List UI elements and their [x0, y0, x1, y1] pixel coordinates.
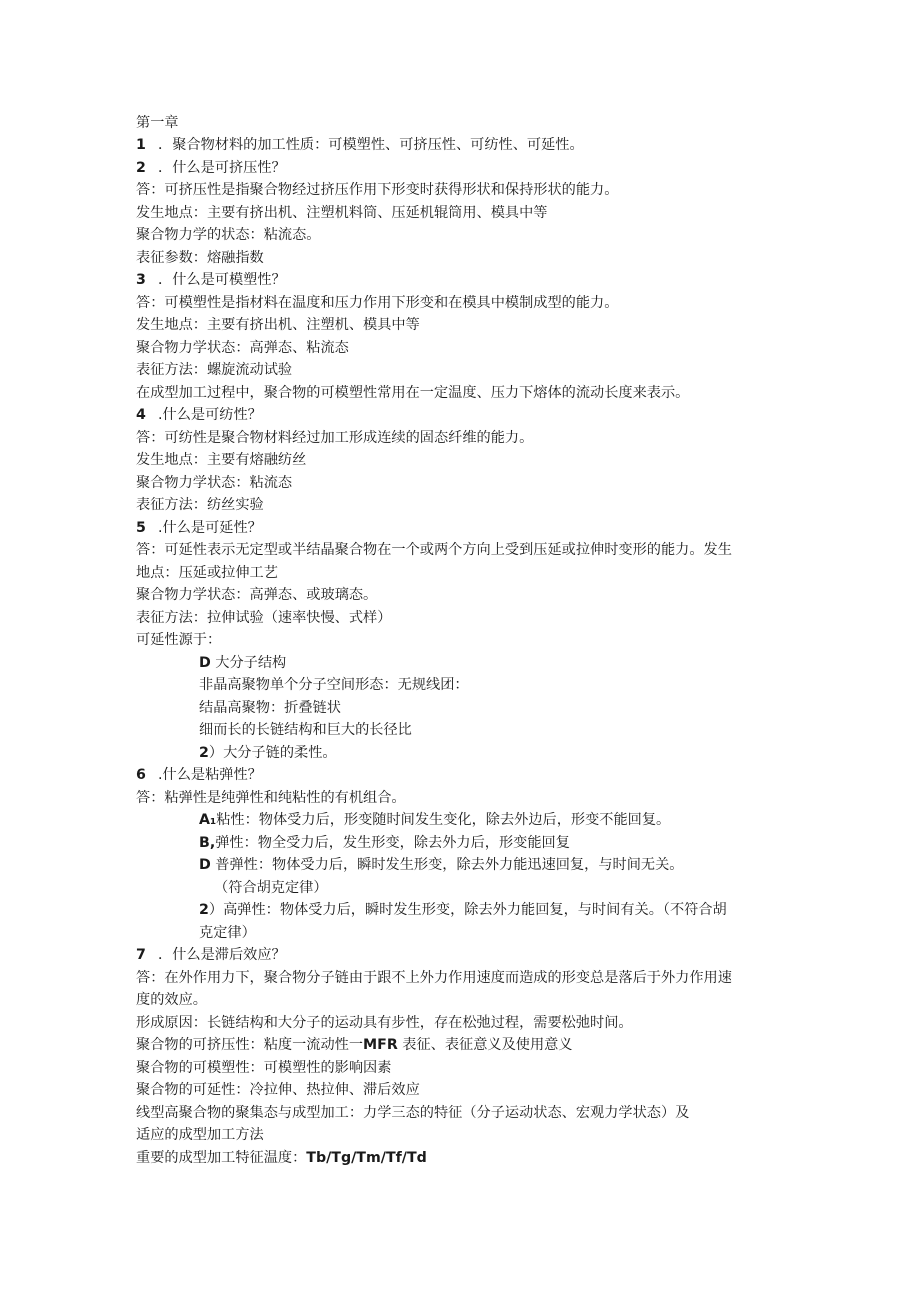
line-text: ．什么是滞后效应？ — [158, 947, 286, 963]
text-line: 聚合物的可延性：冷拉伸、热拉伸、滞后效应 — [136, 1082, 420, 1098]
item-number: 4 — [136, 407, 146, 423]
text-line: 形成原因：长链结构和大分子的运动具有步性，存在松弛过程，需要松弛时间。 — [136, 1015, 633, 1031]
text-line: 可延性源于： — [136, 632, 222, 648]
text-line — [136, 1035, 573, 1055]
answer-line: 答：可模塑性是指材料在温度和压力作用下形变和在模具中模制成型的能力。 — [136, 295, 619, 311]
text-line: 适应的成型加工方法 — [136, 1127, 264, 1143]
line-text: 聚合物的可挤压性：粘度一流动性一 — [136, 1037, 364, 1053]
line-text: ．聚合物材料的加工性质：可模塑性、可挤压性、可纺性、可延性。 — [158, 137, 584, 153]
sub-item-marker: D — [199, 655, 211, 671]
sub-item — [199, 900, 727, 920]
text-line: 聚合物力学状态：高弹态、粘流态 — [136, 340, 349, 356]
item-number: 3 — [136, 272, 146, 288]
item-number: 5 — [136, 520, 146, 536]
answer-line: 答：可挤压性是指聚合物经过挤压作用下形变时获得形状和保持形状的能力。 — [136, 182, 619, 198]
line-text: 表征、表征意义及使用意义 — [402, 1037, 573, 1053]
line-text: 弹性：物全受力后，发生形变，除去外力后，形变能回复 — [215, 835, 570, 851]
sub-item-marker: 2 — [199, 902, 209, 918]
text-line: 表征方法：拉伸试验（速率快慢、式样） — [136, 610, 392, 626]
text-line: 表征方法：螺旋流动试验 — [136, 362, 293, 378]
sub-item-marker: D — [199, 857, 211, 873]
sub-item-marker: A₁ — [199, 812, 217, 828]
sub-item-marker: B, — [199, 835, 216, 851]
text-line: 聚合物力学状态：高弹态、或玻璃态。 — [136, 587, 378, 603]
item-number: 7 — [136, 947, 146, 963]
line-text: ．什么是可模塑性？ — [158, 272, 286, 288]
text-line: 表征参数：熔融指数 — [136, 250, 264, 266]
text-line: 聚合物力学的状态：粘流态。 — [136, 227, 321, 243]
text-line: 发生地点：主要有熔融纺丝 — [136, 452, 307, 468]
answer-line: 答：可纺性是聚合物材料经过加工形成连续的固态纤维的能力。 — [136, 430, 534, 446]
item-number: 1 — [136, 137, 146, 153]
line-text: ）高弹性：物体受力后，瞬时发生形变，除去外力能回复，与时间有关。（不符合胡 — [208, 902, 727, 918]
text-line: 在成型加工过程中，聚合物的可模塑性常用在一定温度、压力下熔体的流动长度来表示。 — [136, 385, 690, 401]
sub-item — [199, 833, 570, 853]
sub-item: （符合胡克定律） — [214, 880, 328, 896]
question-heading — [136, 518, 262, 538]
line-text: 普弹性：物体受力后，瞬时发生形变，除去外力能迅速回复，与时间无关。 — [215, 857, 684, 873]
line-text: ．什么是可挤压性？ — [158, 160, 286, 176]
question-heading — [136, 158, 286, 178]
text-line: 地点：压延或拉伸工艺 — [136, 565, 278, 581]
sub-item: 细而长的长链结构和巨大的长径比 — [199, 722, 412, 738]
sub-item-marker: 2 — [199, 745, 209, 761]
text-line: 表征方法：纺丝实验 — [136, 497, 264, 513]
line-text: 重要的成型加工特征温度： — [136, 1150, 307, 1166]
sub-item — [199, 653, 286, 673]
sub-item — [199, 743, 337, 763]
sub-item — [199, 855, 684, 875]
line-text: .什么是可纺性？ — [158, 407, 262, 423]
question-heading — [136, 270, 286, 290]
text-line: 聚合物力学状态：粘流态 — [136, 475, 293, 491]
chapter-heading: 第一章 — [136, 115, 179, 131]
item-number: 6 — [136, 767, 146, 783]
question-heading — [136, 765, 262, 785]
text-line: 线型高聚合物的聚集态与成型加工：力学三态的特征（分子运动状态、宏观力学状态）及 — [136, 1105, 690, 1121]
line-text: .什么是可延性？ — [158, 520, 262, 536]
item-number: 2 — [136, 160, 146, 176]
line-text: .什么是粘弹性？ — [158, 767, 262, 783]
line-text: 粘性：物体受力后，形变随时间发生变化，除去外边后，形变不能回复。 — [216, 812, 671, 828]
sub-item — [199, 810, 670, 830]
answer-line: 答：可延性表示无定型或半结晶聚合物在一个或两个方向上受到压延或拉伸时变形的能力。发生 — [136, 542, 732, 558]
line-text: 大分子结构 — [215, 655, 287, 671]
bold-term: Tb/Tg/Tm/Tf/Td — [306, 1150, 427, 1166]
question-heading — [136, 405, 262, 425]
text-line — [136, 135, 584, 155]
sub-item: 非晶高聚物单个分子空间形态：无规线团： — [199, 677, 469, 693]
question-heading — [136, 945, 286, 965]
text-line — [136, 1148, 427, 1168]
bold-term: MFR — [363, 1037, 398, 1053]
text-line: 发生地点：主要有挤出机、注塑机、模具中等 — [136, 317, 420, 333]
answer-line: 答：粘弹性是纯弹性和纯粘性的有机组合。 — [136, 790, 406, 806]
text-line: 聚合物的可模塑性：可模塑性的影响因素 — [136, 1060, 392, 1076]
sub-item: 结晶高聚物：折叠链状 — [199, 700, 341, 716]
line-text: ）大分子链的柔性。 — [208, 745, 337, 761]
sub-item: 克定律） — [199, 925, 256, 941]
answer-line: 答：在外作用力下，聚合物分子链由于跟不上外力作用速度而造成的形变总是落后于外力作用速 — [136, 970, 732, 986]
text-line: 度的效应。 — [136, 992, 207, 1008]
text-line: 发生地点：主要有挤出机、注塑机料筒、压延机辊筒用、模具中等 — [136, 205, 548, 221]
